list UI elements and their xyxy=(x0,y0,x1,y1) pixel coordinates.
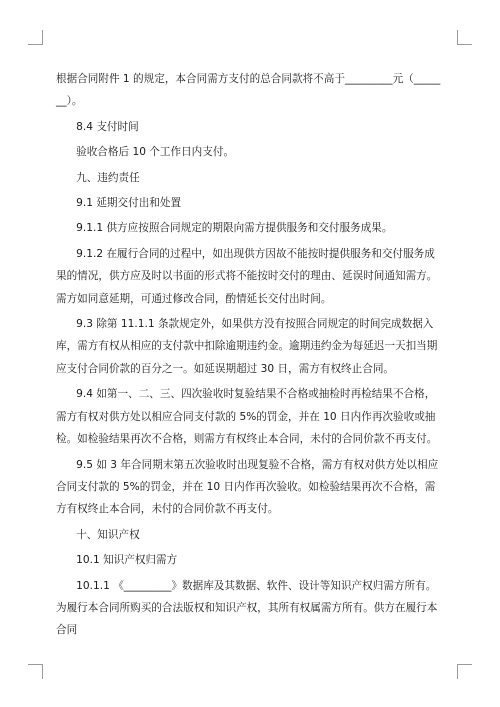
clause-10-1-1: 10.1.1 《_________》数据库及其数据、软件、设计等知识产权归需方所有。为履行本合同所购买的合法版权和知识产权，其所有权属需方所有。供方在履行本合同 xyxy=(56,579,438,637)
section-heading-10-1: 10.1 知识产权归需方 xyxy=(76,554,178,567)
crop-mark-bottom-right xyxy=(457,664,472,679)
clause-9-1-1: 9.1.1 供方应按照合同规定的期限向需方提供服务和交付服务成果。 xyxy=(76,222,393,235)
crop-mark-bottom-left xyxy=(28,664,43,679)
clause-9-4: 9.4 如第一、二、三、四次验收时复验结果不合格或抽检时再检结果不合格，需方有权对供方处以相应合同支付款的 5%的罚金，并在 10 日内作再次验收或抽检。如检验结果再次不合格，则需方有权终止本合同，未付的合同价款不再支付。 xyxy=(56,388,438,446)
clause-9-1-2: 9.1.2 在履行合同的过程中，如出现供方因故不能按时提供服务和交付服务成果的情况，供方应及时以书面的形式将不能按时交付的理由、延误时间通知需方。需方如同意延期，可通过修改合同，酌情延长交付出时间。 xyxy=(56,247,438,305)
clause-9-5: 9.5 如 3 年合同期末第五次验收时出现复验不合格，需方有权对供方处以相应合同支付款的 5%的罚金，并在 10 日内作再次验收。如检验结果再次不合格，需方有权终止本合同，未付的合同价款不再支付。 xyxy=(56,458,439,516)
payment-cap-paragraph: 根据合同附件 1 的规定，本合同需方支付的总合同款将不高于_________元（_______）。 xyxy=(56,73,441,108)
payment-time-paragraph: 验收合格后 10 个工作日内支付。 xyxy=(76,146,235,159)
section-heading-8-4: 8.4 支付时间 xyxy=(76,120,139,133)
document-body xyxy=(56,68,444,642)
section-heading-9-1: 9.1 延期交付出和处置 xyxy=(76,197,182,210)
chapter-heading-10: 十、知识产权 xyxy=(76,528,140,541)
clause-9-3: 9.3 除第 11.1.1 条款规定外，如果供方没有按照合同规定的时间完成数据入库，需方有权从相应的支付款中扣除逾期违约金。逾期违约金为每延迟一天扣当期应支付合同价款的百分之一。如延误期超过 30 日，需方有权终止合同。 xyxy=(56,318,438,375)
crop-mark-top-right xyxy=(457,30,472,45)
crop-mark-top-left xyxy=(28,30,43,45)
chapter-heading-9: 九、违约责任 xyxy=(76,171,140,184)
